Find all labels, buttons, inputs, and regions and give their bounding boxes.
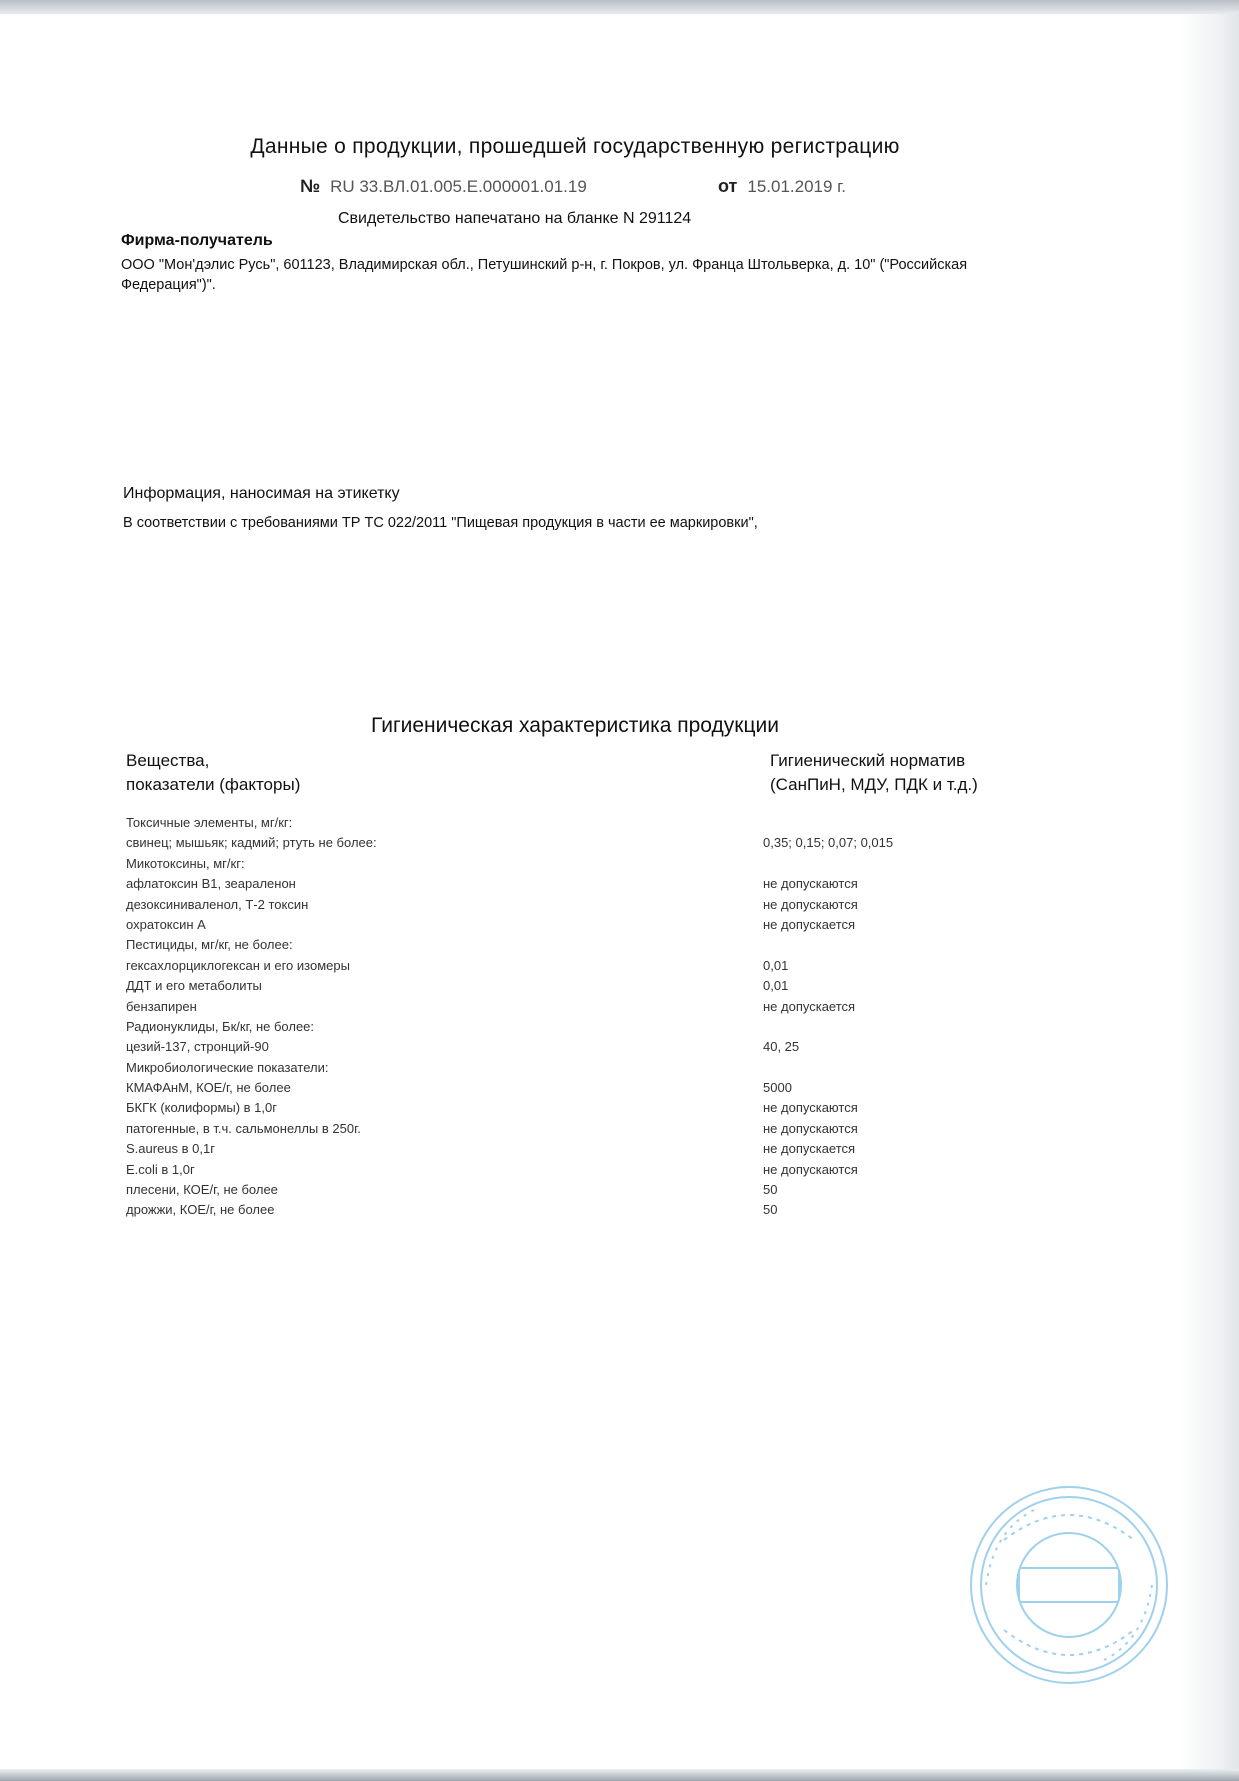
substance-name: патогенные, в т.ч. сальмонеллы в 250г. <box>126 1120 361 1136</box>
norm-value: 0,01 <box>763 978 789 994</box>
substance-name: БКГК (колиформы) в 1,0г <box>126 1100 277 1116</box>
substance-name: афлатоксин В1, зеараленон <box>126 876 296 892</box>
substance-name: плесени, КОЕ/г, не более <box>126 1182 278 1198</box>
substance-name: Микотоксины, мг/кг: <box>126 855 245 871</box>
norm-value: не допускается <box>763 998 856 1014</box>
document-title: Данные о продукции, прошедшей государственную регистрацию <box>250 135 900 158</box>
substance-name: E.coli в 1,0г <box>126 1161 195 1177</box>
column-header-substances-line1: Вещества, <box>126 751 210 770</box>
substance-name: КМАФАнМ, КОЕ/г, не более <box>126 1080 291 1096</box>
registration-line <box>300 176 847 197</box>
label-info-heading: Информация, наносимая на этикетку <box>123 485 400 502</box>
norm-value: не допускается <box>763 916 856 932</box>
substance-name: охратоксин А <box>126 916 206 932</box>
registration-date: 15.01.2019 г. <box>747 177 847 196</box>
column-header-norm-line1: Гигиенический норматив <box>770 751 966 770</box>
norm-value: не допускаются <box>763 1161 858 1177</box>
substance-name: Токсичные элементы, мг/кг: <box>126 815 293 830</box>
norm-value: не допускается <box>763 1141 856 1157</box>
substance-name: бензапирен <box>126 998 197 1014</box>
substance-name: S.aureus в 0,1г <box>126 1141 215 1157</box>
date-label: от <box>718 176 738 196</box>
substance-name: свинец; мышьяк; кадмий; ртуть не более: <box>126 835 377 851</box>
blank-note: Свидетельство напечатано на бланке N 291124 <box>338 210 692 227</box>
substance-name: Микробиологические показатели: <box>126 1059 329 1075</box>
firm-heading: Фирма-получатель <box>121 232 273 249</box>
column-header-substances <box>126 749 300 797</box>
hygiene-title: Гигиеническая характеристика продукции <box>371 714 779 737</box>
norm-value: не допускаются <box>763 896 858 912</box>
substance-name: ДДТ и его метаболиты <box>126 978 262 994</box>
norm-value: 5000 <box>763 1080 792 1096</box>
registration-date-block <box>718 176 846 197</box>
substance-name: дезоксиниваленол, Т-2 токсин <box>126 896 309 912</box>
substance-name: цезий-137, стронций-90 <box>126 1039 269 1055</box>
substance-name: дрожжи, КОЕ/г, не более <box>126 1202 275 1218</box>
norm-value: не допускаются <box>763 1100 858 1116</box>
norm-value: не допускаются <box>763 1120 858 1136</box>
norm-value: не допускаются <box>763 876 858 892</box>
column-header-substances-line2: показатели (факторы) <box>126 775 301 794</box>
norm-value: 50 <box>763 1202 778 1218</box>
norm-value: 0,01 <box>763 957 789 973</box>
registration-number: RU 33.ВЛ.01.005.Е.000001.01.19 <box>330 177 587 196</box>
number-label: № <box>300 176 321 196</box>
substance-name: гексахлорциклогексан и его изомеры <box>126 957 350 973</box>
norm-value: 40, 25 <box>763 1039 800 1055</box>
norm-value: 50 <box>763 1182 778 1198</box>
label-info-text: В соответствии с требованиями ТР ТС 022/2011 "Пищевая продукция в части ее маркировки", <box>123 515 758 531</box>
norm-value: 0,35; 0,15; 0,07; 0,015 <box>763 835 894 851</box>
substance-name: Радионуклиды, Бк/кг, не более: <box>126 1018 315 1034</box>
substance-name: Пестициды, мг/кг, не более: <box>126 937 293 953</box>
column-header-norm <box>770 749 978 797</box>
column-header-norm-line2: (СанПиН, МДУ, ПДК и т.д.) <box>770 775 978 794</box>
round-seal-stamp-icon <box>964 1480 1174 1690</box>
firm-details: ООО "Мон'дэлис Русь", 601123, Владимирская обл., Петушинский р-н, г. Покров, ул. Франца Штольверка, д. 10" ("Российская Федерация")". <box>121 257 968 293</box>
